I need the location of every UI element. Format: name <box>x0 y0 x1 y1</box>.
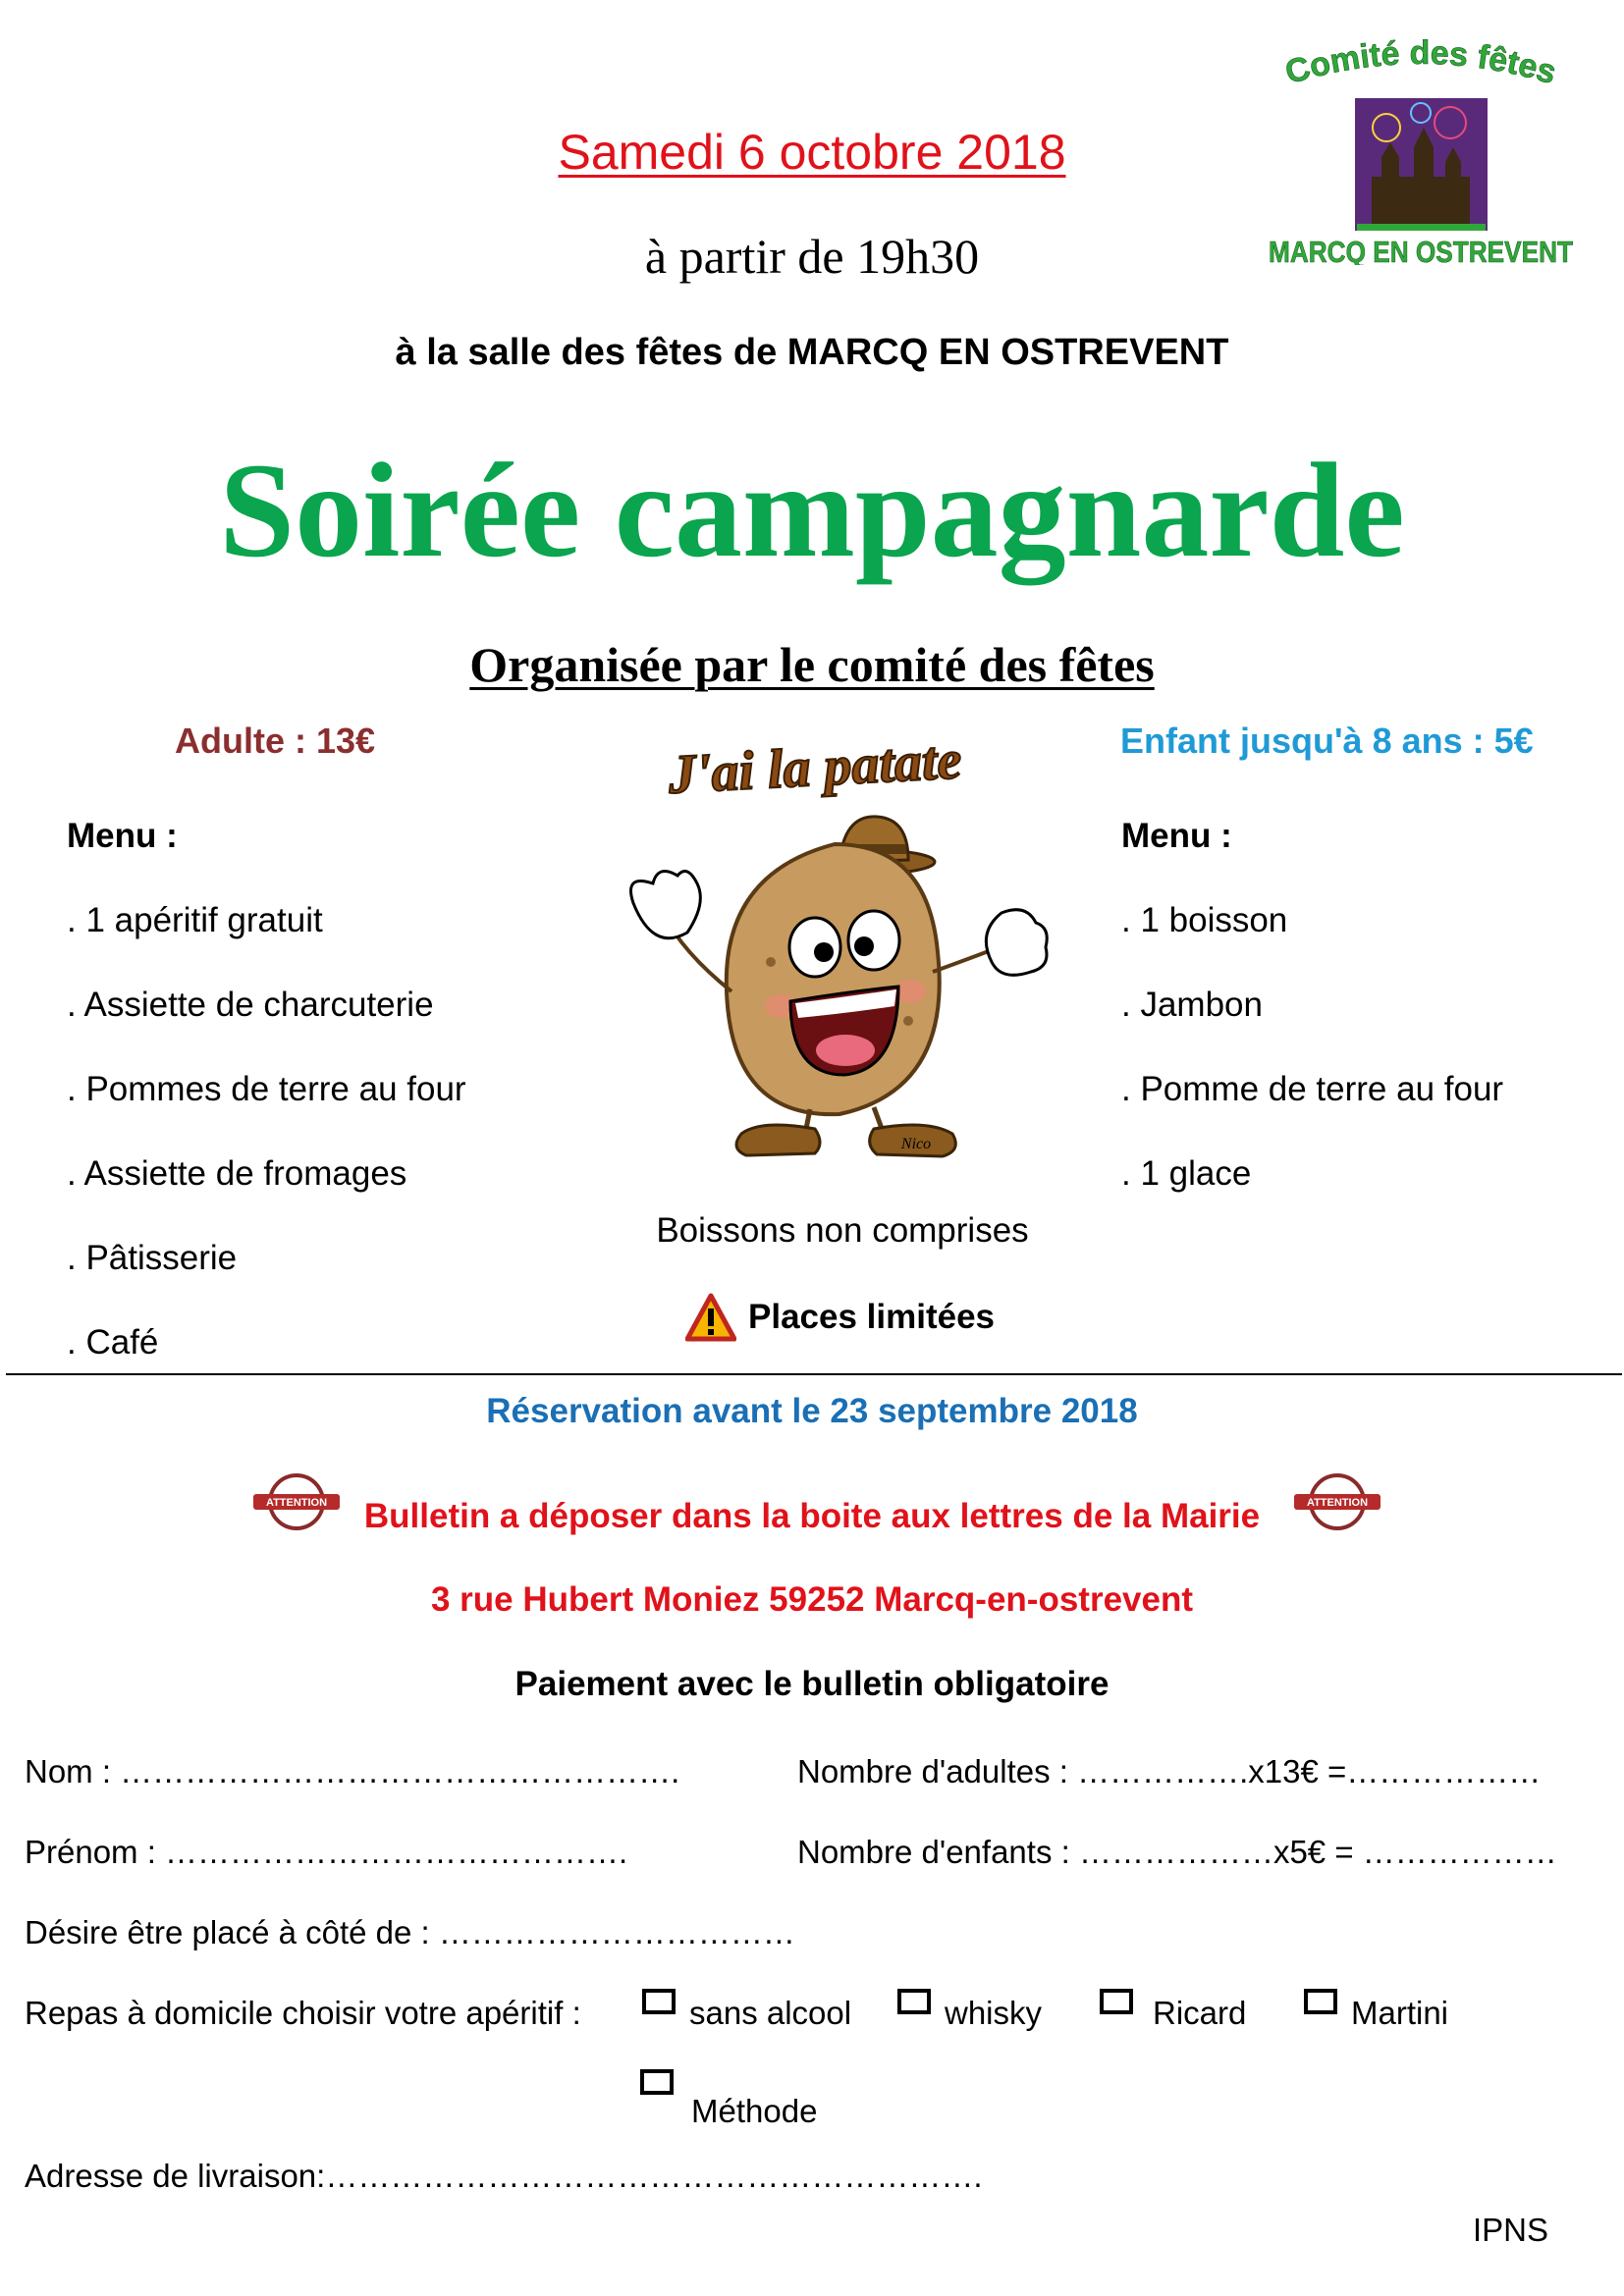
comite-logo <box>1259 29 1583 265</box>
child-menu-item: . Pomme de terre au four <box>1121 1070 1504 1108</box>
patate-banner-text: J'ai la patate <box>667 729 963 806</box>
child-menu-item: . Jambon <box>1121 986 1263 1024</box>
stamp-text: ATTENTION <box>265 1497 328 1509</box>
payment-note: Paiement avec le bulletin obligatoire <box>514 1665 1110 1703</box>
places-limited <box>685 1288 995 1347</box>
adult-menu-item: . Pâtisserie <box>67 1239 238 1277</box>
event-time: à partir de 19h30 <box>644 229 980 284</box>
nb-enfants-field[interactable]: Nombre d'enfants : ………………x5€ = ……………… <box>797 1834 1557 1870</box>
potato-mascot <box>614 805 1056 1173</box>
option-label: Méthode <box>691 2093 818 2129</box>
patate-banner <box>628 728 1001 807</box>
option-label: Martini <box>1351 1995 1449 2031</box>
child-menu-item: . 1 boisson <box>1121 901 1288 939</box>
child-price: Enfant jusqu'à 8 ans : 5€ <box>1120 721 1534 761</box>
nb-adultes-field[interactable]: Nombre d'adultes : …………….x13€ =……………… <box>797 1753 1542 1789</box>
event-title: Soirée campagnarde <box>219 435 1405 585</box>
option-whisky[interactable] <box>897 1989 1042 2032</box>
checkbox[interactable] <box>1304 1989 1337 2014</box>
divider <box>6 1373 1622 1375</box>
event-venue: à la salle des fêtes de MARCQ EN OSTREVENT <box>395 332 1229 373</box>
child-menu-title: Menu : <box>1121 817 1232 855</box>
checkbox[interactable] <box>1100 1989 1133 2014</box>
livraison-field[interactable]: Adresse de livraison:……………………………………………………. <box>25 2158 983 2194</box>
option-methode[interactable] <box>640 2069 817 2130</box>
places-limited-text: Places limitées <box>748 1298 995 1336</box>
option-ricard[interactable] <box>1100 1989 1246 2032</box>
ipns-mark: IPNS <box>1473 2212 1549 2248</box>
prenom-field[interactable]: Prénom : ……………………………………. <box>25 1834 628 1870</box>
logo-bottom-text: MARCQ EN OSTREVENT <box>1269 235 1574 265</box>
nom-field[interactable]: Nom : ……………………………………………. <box>25 1753 680 1789</box>
adult-menu-title: Menu : <box>67 817 178 855</box>
adult-price: Adulte : 13€ <box>175 721 376 761</box>
stamp-text: ATTENTION <box>1306 1497 1369 1509</box>
option-label: whisky <box>945 1995 1043 2031</box>
checkbox[interactable] <box>640 2069 674 2095</box>
option-sans-alcool[interactable] <box>642 1989 851 2032</box>
checkbox[interactable] <box>897 1989 931 2014</box>
bulletin-instruction: Bulletin a déposer dans la boite aux lettres de la Mairie <box>363 1497 1261 1535</box>
event-date: Samedi 6 octobre 2018 <box>558 125 1066 180</box>
potato-signature: Nico <box>900 1136 932 1152</box>
option-label: sans alcool <box>689 1995 852 2031</box>
checkbox[interactable] <box>642 1989 676 2014</box>
mairie-address: 3 rue Hubert Moniez 59252 Marcq-en-ostrevent <box>430 1580 1194 1619</box>
child-menu-item: . 1 glace <box>1121 1154 1252 1193</box>
option-martini[interactable] <box>1304 1989 1448 2032</box>
adult-menu-item: . 1 apéritif gratuit <box>67 901 323 939</box>
adult-menu-item: . Assiette de fromages <box>67 1154 407 1193</box>
warning-icon <box>685 1293 736 1342</box>
aperitif-label: Repas à domicile choisir votre apéritif : <box>25 1995 581 2031</box>
drinks-note: Boissons non comprises <box>656 1211 1029 1250</box>
organiser-line: Organisée par le comité des fêtes <box>469 637 1155 692</box>
adult-menu-item: . Café <box>67 1323 159 1362</box>
place-field[interactable]: Désire être placé à côté de : …………………………… <box>25 1914 795 1950</box>
svg-text:Comité des fêtes <box>1281 34 1560 91</box>
logo-top-text: Comité des fêtes <box>1280 33 1561 92</box>
adult-menu-item: . Pommes de terre au four <box>67 1070 466 1108</box>
option-label: Ricard <box>1153 1995 1247 2031</box>
adult-menu-item: . Assiette de charcuterie <box>67 986 434 1024</box>
reservation-deadline: Réservation avant le 23 septembre 2018 <box>486 1392 1138 1430</box>
